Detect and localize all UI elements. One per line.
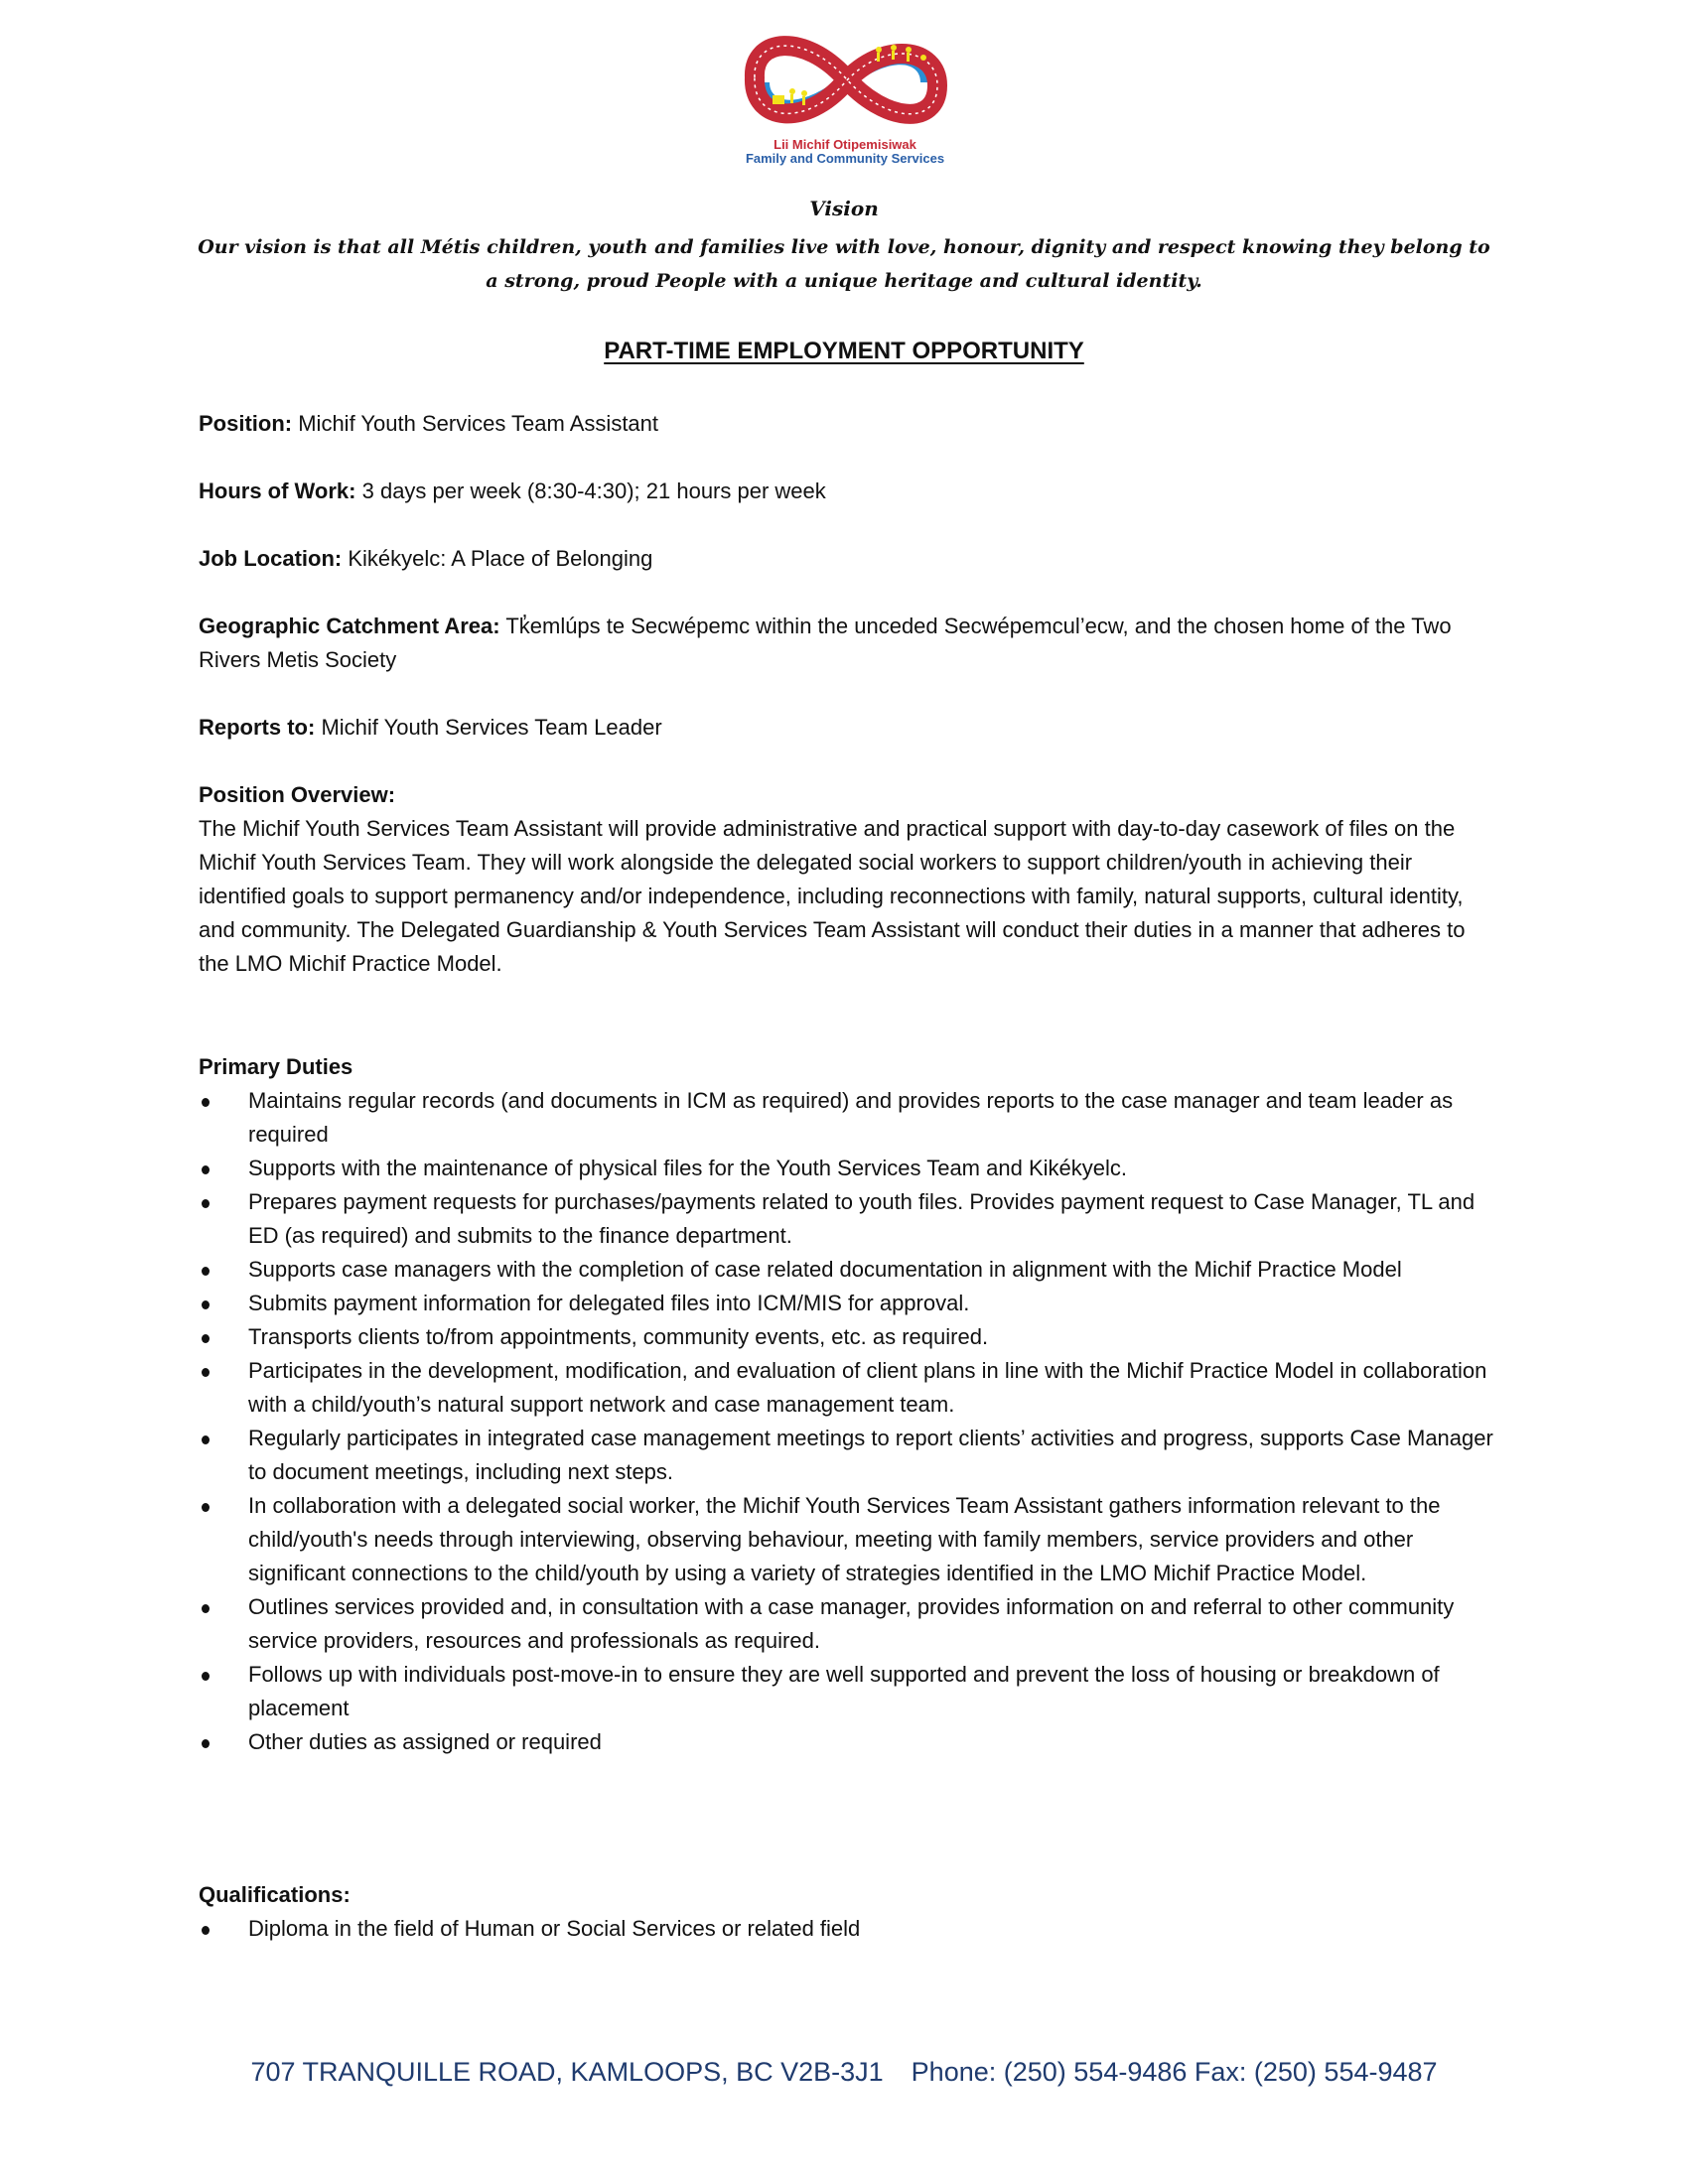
- footer-address: 707 TRANQUILLE ROAD, KAMLOOPS, BC V2B-3J1: [250, 2057, 884, 2087]
- overview-title: Position Overview:: [199, 782, 396, 807]
- list-item-text: Submits payment information for delegated files into ICM/MIS for approval.: [248, 1291, 970, 1315]
- list-item: [199, 1422, 1499, 1489]
- location-value: Kikékyelc: A Place of Belonging: [348, 546, 653, 571]
- hours-label: Hours of Work:: [199, 478, 356, 503]
- list-item-text: Prepares payment requests for purchases/payments related to youth files. Provides payment request to Case Manager, TL and ED (as required) and submits to the finance department.: [248, 1189, 1476, 1248]
- list-item: [199, 1658, 1499, 1725]
- footer-contact: [0, 2057, 1688, 2088]
- list-item-text: Regularly participates in integrated case management meetings to report clients’ activities and progress, supports Case Manager to document meetings, including next steps.: [248, 1426, 1493, 1484]
- bullet-icon: [202, 1098, 210, 1107]
- overview-text: The Michif Youth Services Team Assistant will provide administrative and practical support with day-to-day casework of files on the Michif Youth Services Team. They will work alongside the delegated social workers to support children/youth in achieving their identified goals to support permanency and/or independence, including reconnections with family, natural supports, cultural identity, and community. The Delegated Guardianship & Youth Services Team Assistant will conduct their duties in a manner that adheres to the LMO Michif Practice Model.: [199, 816, 1466, 976]
- bullet-icon: [202, 1435, 210, 1444]
- bullet-icon: [202, 1165, 210, 1174]
- list-item-text: Supports case managers with the completion of case related documentation in alignment with the Michif Practice Model: [248, 1257, 1402, 1282]
- catchment-value: Tk̓emlúps te Secwépemc within the unceded Secwépemcul’ecw, and the chosen home of the Two Rivers Metis Society: [199, 614, 1452, 672]
- bullet-icon: [202, 1604, 210, 1613]
- bullet-icon: [202, 1368, 210, 1377]
- vision-title: Vision: [809, 197, 879, 220]
- hours-field: [199, 475, 1489, 508]
- list-item-text: Transports clients to/from appointments, community events, etc. as required.: [248, 1324, 989, 1349]
- catchment-field: [199, 610, 1479, 677]
- page-title: [0, 338, 1688, 365]
- list-item: [199, 1590, 1499, 1658]
- logo-org-name: Lii Michif Otipemisiwak: [774, 137, 916, 152]
- organization-logo: [735, 28, 955, 187]
- reports-field: [199, 711, 1489, 745]
- list-item: [199, 1152, 1499, 1185]
- bullet-icon: [202, 1300, 210, 1309]
- list-item-text: Diploma in the field of Human or Social Services or related field: [248, 1916, 861, 1941]
- bullet-icon: [202, 1503, 210, 1512]
- bullet-icon: [202, 1267, 210, 1276]
- list-item: [199, 1253, 1499, 1287]
- location-label: Job Location:: [199, 546, 343, 571]
- infinity-sash-logo-icon: [735, 28, 955, 137]
- list-item-text: Follows up with individuals post-move-in to ensure they are well supported and prevent the loss of housing or breakdown of placement: [248, 1662, 1440, 1720]
- list-item: [199, 1185, 1499, 1253]
- position-field: [199, 407, 1489, 441]
- duties-title: Primary Duties: [199, 1054, 353, 1079]
- qualifications-title: Qualifications:: [199, 1882, 351, 1907]
- duties-list: [199, 1084, 1499, 1759]
- list-item-text: Supports with the maintenance of physical files for the Youth Services Team and Kikékyelc.: [248, 1156, 1127, 1180]
- list-item: [199, 1084, 1499, 1152]
- qualifications-list: [199, 1912, 1499, 1946]
- list-item-text: Outlines services provided and, in consultation with a case manager, provides information on and referral to other community service providers, resources and professionals as required.: [248, 1594, 1455, 1653]
- position-label: Position:: [199, 411, 293, 436]
- list-item: [199, 1354, 1499, 1422]
- list-item-text: Participates in the development, modification, and evaluation of client plans in line with the Michif Practice Model in collaboration with a child/youth’s natural support network and case management team.: [248, 1358, 1487, 1417]
- list-item: [199, 1320, 1499, 1354]
- reports-label: Reports to:: [199, 715, 316, 740]
- hours-value: 3 days per week (8:30-4:30); 21 hours per week: [361, 478, 826, 503]
- bullet-icon: [202, 1739, 210, 1748]
- list-item-text: Maintains regular records (and documents in ICM as required) and provides reports to the case manager and team leader as required: [248, 1088, 1454, 1147]
- catchment-label: Geographic Catchment Area:: [199, 614, 500, 638]
- logo-org-subtitle: Family and Community Services: [745, 151, 945, 166]
- reports-value: Michif Youth Services Team Leader: [321, 715, 662, 740]
- list-item: [199, 1287, 1499, 1320]
- page-title-text: PART-TIME EMPLOYMENT OPPORTUNITY: [604, 338, 1084, 364]
- location-field: [199, 542, 1489, 576]
- position-value: Michif Youth Services Team Assistant: [298, 411, 659, 436]
- vision-statement: Our vision is that all Métis children, youth and families live with love, honour, dignity and respect knowing they belong to a strong, proud People with a unique heritage and cultural identity.: [198, 236, 1490, 292]
- list-item-text: In collaboration with a delegated social worker, the Michif Youth Services Team Assistant gathers information relevant to the child/youth's needs through interviewing, observing behaviour, meeting with family members, service providers and other significant connections to the child/youth by using a variety of strategies identified in the LMO Michif Practice Model.: [248, 1493, 1441, 1585]
- bullet-icon: [202, 1334, 210, 1343]
- bullet-icon: [202, 1926, 210, 1935]
- bullet-icon: [202, 1199, 210, 1208]
- list-item: [199, 1489, 1499, 1590]
- list-item: [199, 1912, 1499, 1946]
- footer-phone-fax: Phone: (250) 554-9486 Fax: (250) 554-9487: [911, 2057, 1438, 2087]
- list-item-text: Other duties as assigned or required: [248, 1729, 602, 1754]
- bullet-icon: [202, 1672, 210, 1681]
- list-item: [199, 1725, 1499, 1759]
